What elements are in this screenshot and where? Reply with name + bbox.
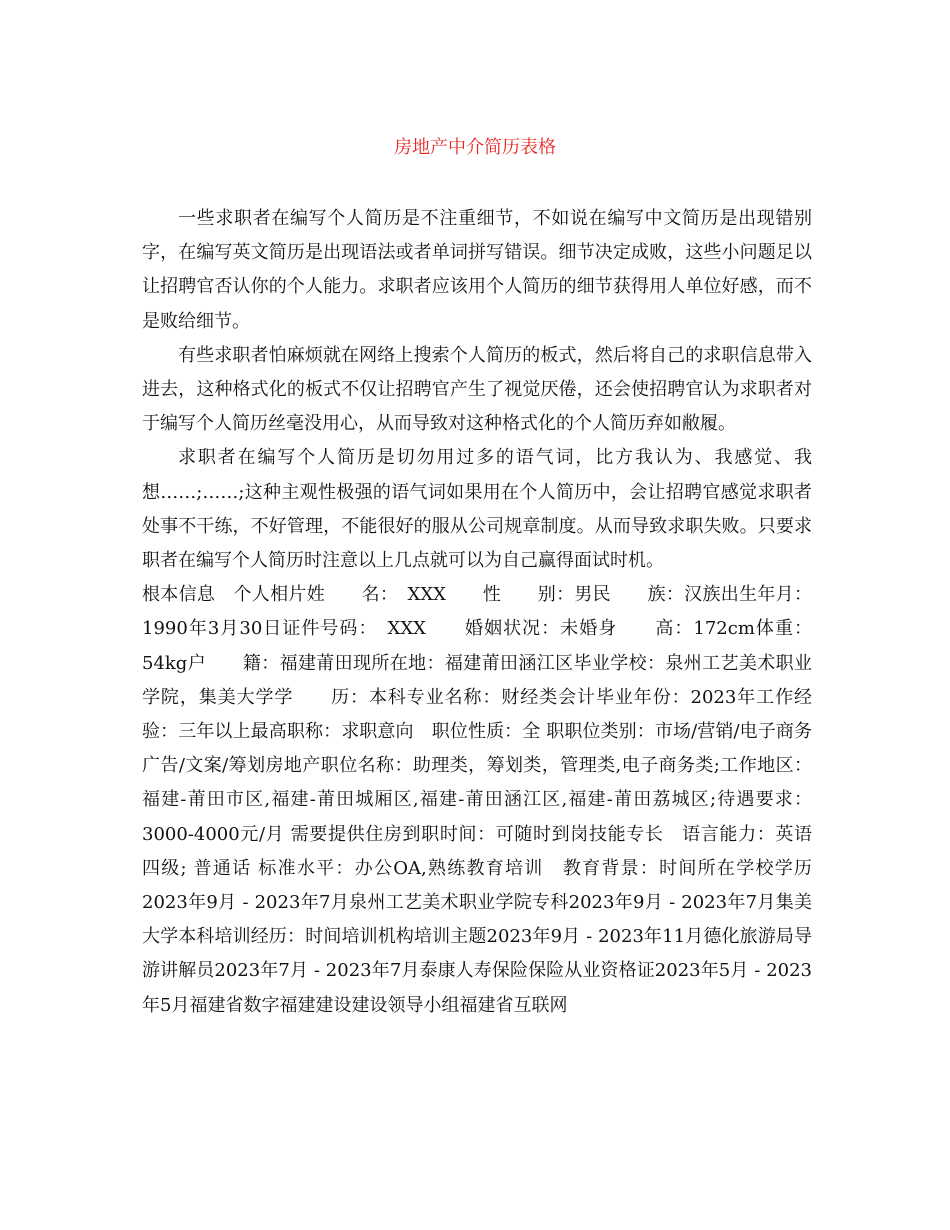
paragraph-template-warning: 有些求职者怕麻烦就在网络上搜索个人简历的板式，然后将自己的求职信息带入进去，这种格式化的板式不仅让招聘官产生了视觉厌倦，还会使招聘官认为求职者对于编写个人简历丝毫没用心，从而导致对这种格式化的个人简历弃如敝履。 — [142, 344, 812, 435]
paragraph-modal-words: 求职者在编写个人简历是切勿用过多的语气词，比方我认为、我感觉、我想……;……;这种主观性极强的语气词如果用在个人简历中，会让招聘官感觉求职者处事不干练，不好管理，不能很好的服从公司规章制度。从而导致求职失败。只要求职者在编写个人简历时注意以上几点就可以为自己赢得面试时机。 — [142, 447, 812, 572]
paragraph-detail-importance: 一些求职者在编写个人简历是不注重细节，不如说在编写中文简历是出现错别字，在编写英文简历是出现语法或者单词拼写错误。细节决定成败，这些小问题足以让招聘官否认你的个人能力。求职者应该用个人简历的细节获得用人单位好感，而不是败给细节。 — [142, 208, 812, 332]
document-body — [142, 202, 818, 1023]
document-title: 房地产中介简历表格 — [394, 137, 556, 158]
resume-info-block: 根本信息 个人相片姓 名： XXX 性 别：男民 族：汉族出生年月：1990年3月30日证件号码： XXX 婚姻状况：未婚身 高：172cm体重：54kg户 籍：福建莆田现所在地：福建莆田涵江区毕业学校：泉州工艺美术职业学院，集美大学学 历：本科专业名称：财经类会计毕业年份：2023年工作经验：三年以上最高职称：求职意向 职位性质：全 职职位类别：市场/营销/电子商务广告/文案/筹划房地产职位名称：助理类，筹划类，管理类,电子商务类;工作地区：福建-莆田市区,福建-莆田城厢区,福建-莆田涵江区,福建-莆田荔城区;待遇要求：3000-4000元/月 需要提供住房到职时间：可随时到岗技能专长 语言能力：英语 四级; 普通话 标准水平：办公OA,熟练教育培训 教育背景：时间所在学校学历2023年9月 - 2023年7月泉州工艺美术职业学院专科2023年9月 - 2023年7月集美大学本科培训经历：时间培训机构培训主题2023年9月 - 2023年11月德化旅游局导游讲解员2023年7月 - 2023年7月泰康人寿保险保险从业资格证2023年5月 - 2023年5月福建省数字福建建设建设领导小组福建省互联网 — [142, 584, 818, 1016]
